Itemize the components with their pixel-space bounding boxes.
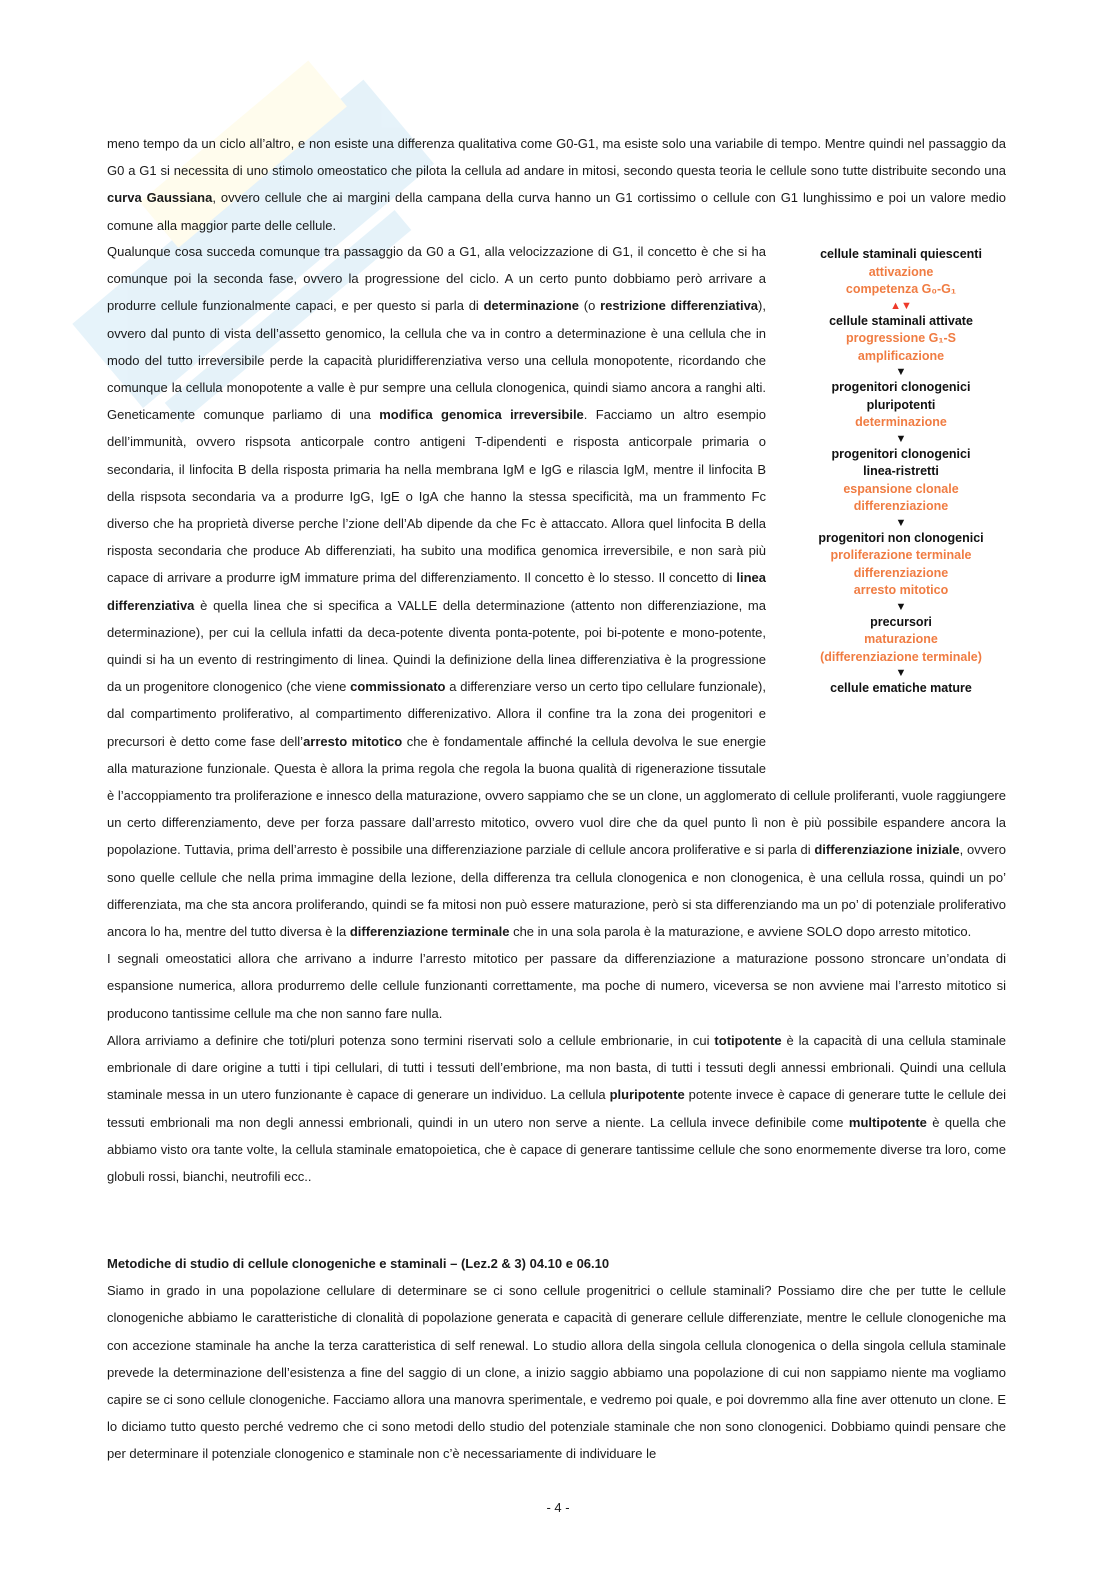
diagram-stage-label: progenitori clonogenici <box>831 446 971 461</box>
diagram-stage-label: progenitori clonogenici <box>831 380 971 394</box>
diagram-process-label: (differenziazione terminale) <box>820 649 982 664</box>
text-run: meno tempo da un ciclo all’altro, e non esiste una differenza qualitativa come G0-G1, ma esiste solo una variabile di tempo. Mentre quindi nel passaggio da G0 a G1 si necessita di uno stimolo omeostatico che pilota la cellula ad andare in mitosi, secondo questa teoria le cellule sono tutte distribuite secondo una <box>107 136 1006 179</box>
diagram-stage-label: progenitori non clonogenici <box>818 530 984 545</box>
hematopoiesis-diagram <box>796 246 1006 778</box>
text-run: . Facciamo un altro esempio dell’immunità, ovvero rispsota anticorpale contro antigeni T-dipendenti e risposta anticorpale primaria o secondaria, il linfocita B della risposta primaria ha nella membrana IgM e IgG e rilascia IgM, mentre il linfocita B della rispsota secondaria va a produrre IgG, IgE o IgA che hanno la stessa specificità, ma un frammento Fc diverso che ha proprietà diverse perche l’zione dell’Ab dipende da che Fc è attaccato. Allora quel linfocita B della risposta secondaria che produce Ab differenziati, ha subito una modifica genomica irreversibile, e non sarà più capace di arrivare a produrre igM immature prima del differenziamento. Il concetto è lo stesso. Il concetto di <box>107 407 767 586</box>
text-run: potente invece è capace di generare tutte le cellule dei tessuti embrionali ma non degli annessi embrionali, quindi in un utero non serve a niente. La cellula invece definibile come <box>107 1087 1006 1130</box>
diagram-process-label: progressione G₁-S <box>845 331 957 345</box>
diagram-process-label: maturazione <box>864 632 938 646</box>
text-run: è la capacità di una cellula staminale embrionale di dare origine a tutti i tipi cellulari, di tutti i tessuti dell’embrione, ma non basta, di tutti i tessuti degli annessi embrionali. Quindi una cellula staminale messa in un utero funzionante è capace di generare un individuo. La cellula <box>107 1032 1006 1103</box>
section-title: Metodiche di studio di cellule clonogeniche e staminali – (Lez.2 & 3) 04.10 e 06.10 <box>107 1256 610 1271</box>
diagram-process-label: determinazione <box>855 415 947 429</box>
section-methods <box>107 1250 1006 1468</box>
diagram-process-label: attivazione <box>868 264 934 279</box>
diagram-stage-label: pluripotenti <box>866 397 936 412</box>
paragraph-top <box>107 130 1006 239</box>
diagram-stage-label: cellule staminali attivate <box>829 313 973 328</box>
arrow-down-icon: ▲▼ <box>890 299 912 312</box>
bold-term: commissionato <box>350 679 446 695</box>
arrow-down-icon: ▼ <box>895 600 907 613</box>
text-run: è quella che abbiamo visto ora tante volte, la cellula staminale ematopoietica, che è capace di generare tantissime cellule che sono enormemente diverse tra loro, come globuli rossi, bianchi, neutrofili ecc.. <box>107 1114 1006 1184</box>
diagram-process-label: competenza G₀-G₁ <box>845 282 957 296</box>
diagram-process-label: differenziazione <box>853 565 949 580</box>
text-run: a differenziare verso un certo tipo cellulare funzionale), dal compartimento proliferativo, al compartimento differenizativo. Allora il confine tra la zona dei progenitori e precursori è detto come fase dell’ <box>107 679 766 749</box>
text-run: , ovvero sono quelle cellule che nella prima immagine della lezione, della differenza tra cellula clonogenica e non clonogenica, è una cellula rossa, quindi un po’ differenziata, ma che sta ancora proliferando, quindi se fa mitosi non può essere maturazione, però si sta differenziando ma un po’ di potenziale proliferativo ancora lo ha, mentre del tutto diversa è la <box>107 842 1006 940</box>
arrow-down-icon: ▼ <box>895 432 907 445</box>
diagram-stage-label: precursori <box>870 614 932 629</box>
text-run: è quella linea che si specifica a VALLE della determinazione (attento non differenziazione, ma determinazione), per cui la cellula infatti da deca-potente diventa ponta-potente, poi bi-potente e mono-potente, quindi si ha un evento di restringimento di linea. Quindi la definizione della linea differenziativa è la progressione da un progenitore clonogenico (che viene <box>107 597 766 695</box>
bold-term: differenziazione iniziale <box>814 842 960 858</box>
text-run: Allora arriviamo a definire che toti/pluri potenza sono termini riservati solo a cellule embrionarie, in cui <box>107 1032 715 1048</box>
diagram-process-label: amplificazione <box>857 348 945 363</box>
text-run: che è fondamentale affinché la cellula devolva le sue energie alla maturazione funzionale. Questa è allora la prima regola che regola la buona qualità di rigenerazione tissutale è l’accoppiamento tra proliferazione e innesco della maturazione, ovvero sappiamo che se un clone, un agglomerato di cellule proliferanti, vuole raggiungere un certo differenziamento, deve per forza passare dall’arresto mitotico, ovvero vuol dire che da quel punto lì non è più possibile espandere ancora la popolazione. Tuttavia, prima dell’arresto è possibile una differenziazione parziale di cellule ancora proliferative e si parla di <box>107 733 1006 858</box>
text-run: (o <box>578 298 601 314</box>
bold-term: linea differenziativa <box>107 570 766 613</box>
bold-term: determinazione <box>483 298 579 314</box>
diagram-stage-label: cellule staminali quiescenti <box>820 247 982 261</box>
bold-term: totipotente <box>714 1032 782 1048</box>
bold-term: modifica genomica irreversibile <box>379 407 584 423</box>
diagram-process-label: espansione clonale <box>843 481 959 496</box>
bold-term: differenziazione terminale <box>349 924 510 940</box>
page-number: - 4 - <box>546 1500 570 1515</box>
text-run: ), ovvero dal punto di vista dell’assetto genomico, la cellula che va in contro a determinazione è una cellula che in modo del tutto irreversibile perde la capacità pluridifferenziativa verso una cellula monopotente, ricordando che comunque la cellula monopotente a valle è pur sempre una cellula clonogenica, quindi siamo ancora a ranghi alti. Geneticamente comunque parliamo di una <box>107 298 766 423</box>
arrow-down-icon: ▼ <box>895 516 907 529</box>
diagram-stage-label: cellule ematiche mature <box>830 681 972 695</box>
text-run: Qualunque cosa succeda comunque tra passaggio da G0 a G1, alla velocizzazione di G1, il concetto è che si ha comunque poi la seconda fase, ovvero la progressione del ciclo. A un certo punto dobbiamo però arrivare a produrre cellule funzionalmente capaci, e per questo si parla di <box>107 244 766 314</box>
arrow-down-icon: ▼ <box>895 366 907 378</box>
diagram-process-label: differenziazione <box>853 499 949 513</box>
bold-term: pluripotente <box>609 1087 685 1103</box>
bold-term: arresto mitotico <box>303 733 403 749</box>
content-block <box>107 238 1006 1190</box>
arrow-down-icon: ▼ <box>895 667 907 679</box>
diagram-stage-label: linea-ristretti <box>863 464 939 478</box>
section-body: Siamo in grado in una popolazione cellulare di determinare se ci sono cellule progenitrici o cellule staminali? Possiamo dire che per tutte le cellule clonogeniche abbiamo le caratteristiche di clonalità di popolazione generata e capacità di generare cellule differenziate, mentre le cellule clonogeniche ma con accezione staminale ha anche la terza caratteristica di self renewal. Lo studio allora della singola cellula clonogenica o della singola cellula staminale prevede la determinazione dell’esistenza a fine del saggio di un clone, a inizio saggio abbiamo una popolazione di cui non sappiamo niente ma vogliamo capire se ci sono cellule clonogeniche. Facciamo allora una manovra sperimentale, e vedremo poi quale, e poi dovremmo alla fine aver ottenuto un clone. E lo diciamo tutto questo perché vedremo che ci sono metodi dello studio del potenziale staminale che non sono clonogenici. Dobbiamo quindi pensare che per determinare il potenziale clonogenico e staminale non c’è necessariamente di individuare le <box>107 1283 1006 1462</box>
top-paragraph <box>107 130 1006 239</box>
text-run: che in una sola parola è la maturazione, e avviene SOLO dopo arresto mitotico. <box>509 924 972 940</box>
bold-term: restrizione differenziativa <box>600 298 759 314</box>
text-run: I segnali omeostatici allora che arrivano a indurre l’arresto mitotico per passare da differenziazione a maturazione possono stroncare un’ondata di espansione numerica, allora produrremo delle cellule funzionanti correttamente, ma poche di numero, viceversa se non avviene mai l’arresto mitotico si producono tantissime cellule ma che non sanno fare nulla. <box>107 951 1006 1021</box>
bold-term: multipotente <box>848 1114 927 1130</box>
body-paragraph <box>107 945 1006 1027</box>
diagram-process-label: proliferazione terminale <box>830 548 972 562</box>
text-run: , ovvero cellule che ai margini della campana della curva hanno un G1 cortissimo o cellule con G1 lunghissimo e poi un valore medio comune alla maggior parte delle cellule. <box>107 190 1006 233</box>
diagram-process-label: arresto mitotico <box>853 583 949 597</box>
bold-term: curva Gaussiana <box>107 190 213 206</box>
body-paragraph <box>107 1027 1006 1190</box>
